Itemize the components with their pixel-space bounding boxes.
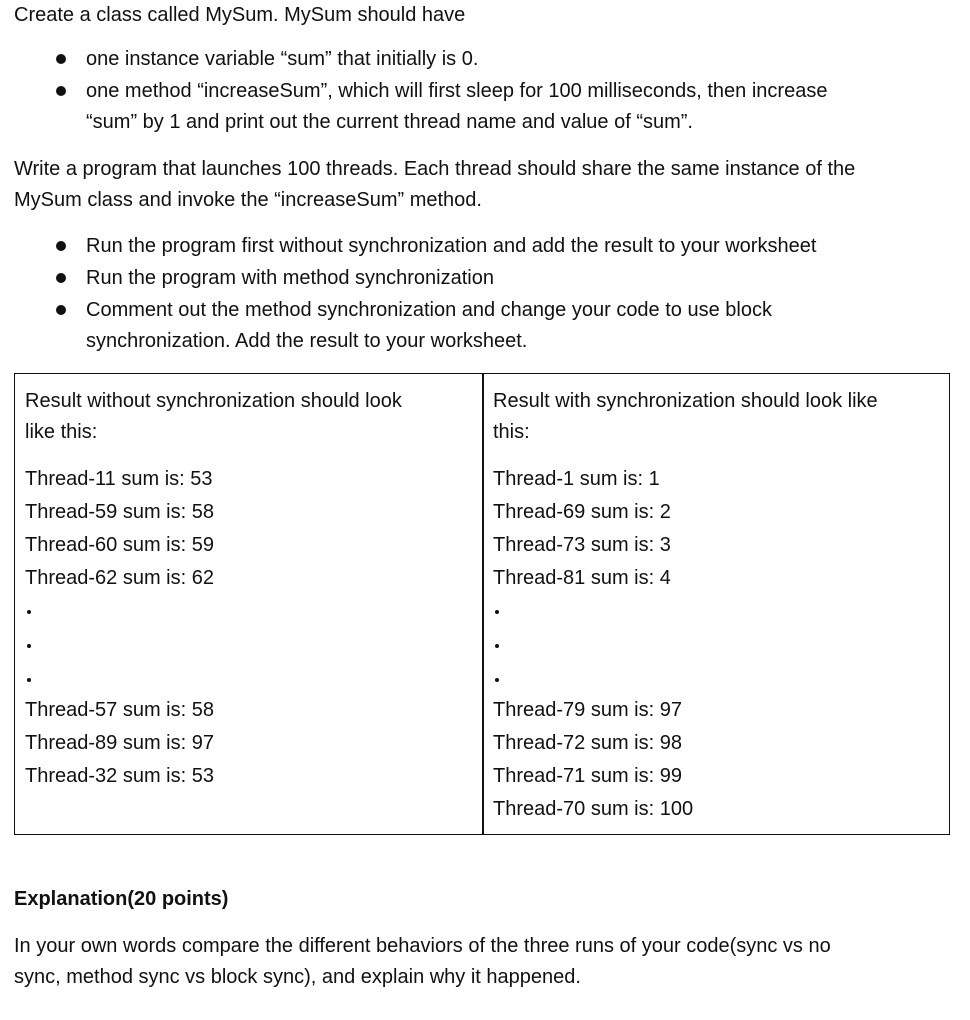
ellipsis-dot: [495, 678, 499, 682]
output-line: Thread-72 sum is: 98: [493, 732, 682, 754]
explanation-heading: Explanation(20 points): [14, 888, 229, 910]
output-line: Thread-32 sum is: 53: [25, 765, 214, 787]
output-line: Thread-71 sum is: 99: [493, 765, 682, 787]
output-line: Thread-60 sum is: 59: [25, 534, 214, 556]
ellipsis-dot: [495, 610, 499, 614]
task-line: MySum class and invoke the “increaseSum” method.: [14, 189, 482, 211]
cell-header: Result with synchronization should look like: [493, 390, 878, 412]
output-line: Thread-73 sum is: 3: [493, 534, 671, 556]
output-line: Thread-70 sum is: 100: [493, 798, 694, 820]
bullet-icon: [56, 86, 66, 96]
output-line: Thread-89 sum is: 97: [25, 732, 214, 754]
ellipsis-dot: [27, 678, 31, 682]
output-line: Thread-62 sum is: 62: [25, 567, 214, 589]
intro-bullet-text: one method “increaseSum”, which will first sleep for 100 milliseconds, then increase: [86, 80, 828, 102]
intro-bullet-text: “sum” by 1 and print out the current thread name and value of “sum”.: [86, 111, 693, 133]
task-bullet-text: synchronization. Add the result to your worksheet.: [86, 330, 528, 352]
task-bullet-text: Run the program with method synchronization: [86, 267, 494, 289]
task-bullet-text: Run the program first without synchronization and add the result to your worksheet: [86, 235, 817, 257]
cell-header: like this:: [25, 421, 98, 443]
cell-header: this:: [493, 421, 530, 443]
bullet-icon: [56, 273, 66, 283]
bullet-icon: [56, 241, 66, 251]
output-line: Thread-57 sum is: 58: [25, 699, 214, 721]
bullet-icon: [56, 54, 66, 64]
task-bullet-text: Comment out the method synchronization and change your code to use block: [86, 299, 772, 321]
task-line: Write a program that launches 100 threads. Each thread should share the same instance of the: [14, 158, 856, 180]
output-line: Thread-81 sum is: 4: [493, 567, 671, 589]
output-line: Thread-69 sum is: 2: [493, 501, 671, 523]
explanation-line: In your own words compare the different behaviors of the three runs of your code(sync vs no: [14, 935, 831, 957]
results-table: [14, 373, 950, 835]
cell-header: Result without synchronization should look: [25, 390, 402, 412]
explanation-line: sync, method sync vs block sync), and explain why it happened.: [14, 966, 581, 988]
ellipsis-dot: [27, 644, 31, 648]
ellipsis-dot: [495, 644, 499, 648]
table-divider: [482, 374, 484, 834]
bullet-icon: [56, 305, 66, 315]
ellipsis-dot: [27, 610, 31, 614]
output-line: Thread-1 sum is: 1: [493, 468, 660, 490]
intro-bullet-text: one instance variable “sum” that initially is 0.: [86, 48, 479, 70]
output-line: Thread-79 sum is: 97: [493, 699, 682, 721]
output-line: Thread-11 sum is: 53: [25, 468, 213, 490]
output-line: Thread-59 sum is: 58: [25, 501, 214, 523]
intro-line: Create a class called MySum. MySum should have: [14, 4, 466, 26]
